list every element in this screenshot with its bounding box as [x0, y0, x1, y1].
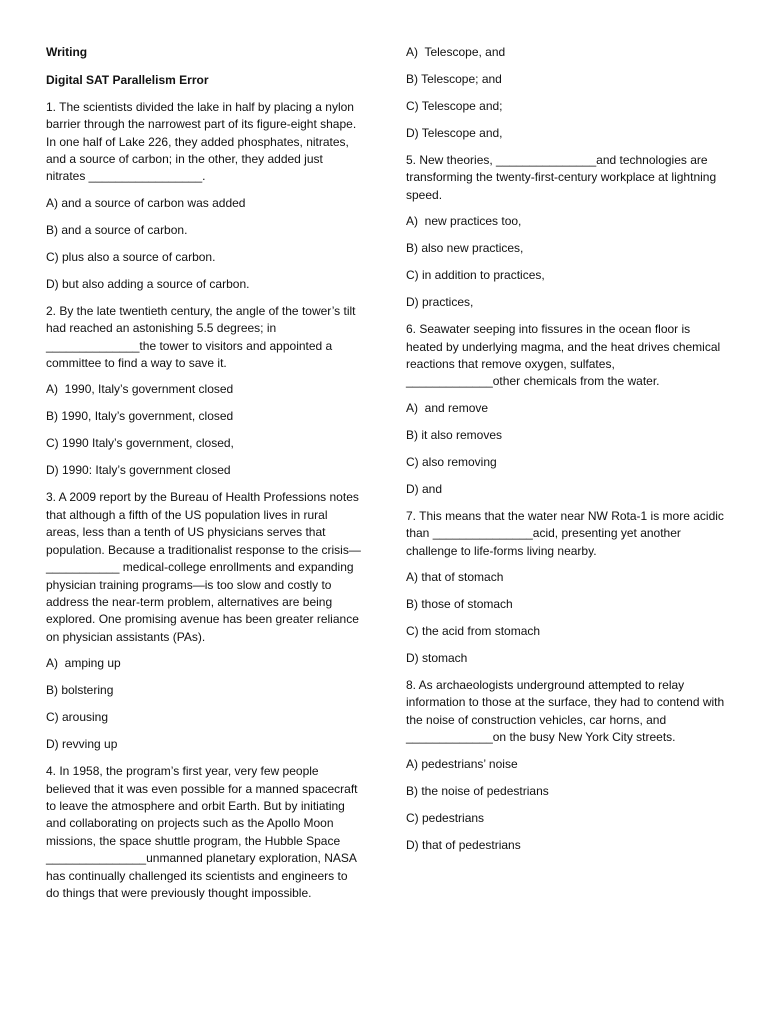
- question-3-option-b: B) bolstering: [46, 683, 114, 698]
- section-label: Writing: [46, 45, 88, 59]
- question-8-option-b: B) the noise of pedestrians: [406, 783, 549, 798]
- question-3-text: 3. A 2009 report by the Bureau of Health Professions notes that although a fifth of the US population lives in rural areas, less than a tenth of US physicians serves that population. Because a traditionalist response to the crisis— ___________ medical-college enrollments and expanding physician training programs—is too slow and costly to address the near-term problem, alternatives are being explored. One promising avenue has been greater reliance on physician assistants (PAs).: [46, 490, 361, 644]
- question-3-option-c: C) arousing: [46, 710, 109, 725]
- question-4-text: 4. In 1958, the program’s first year, very few people believed that it was even possible for a manned spacecraft to leave the atmosphere and orbit Earth. But by initiating and collaborating on projects such as the Apollo Moon missions, the space shuttle program, the Hubble Space _______________unmanned planetary exploration, NASA has continually challenged its scientists and engineers to do things that were previously thought impossible.: [46, 764, 358, 900]
- question-1-option-a: A) and a source of carbon was added: [46, 195, 246, 210]
- question-5-option-a: A) new practices too,: [406, 214, 522, 229]
- question-5-text: 5. New theories, _______________and technologies are transforming the twenty-first-century workplace at lightning speed.: [406, 153, 717, 202]
- question-8-option-a: A) pedestrians’ noise: [406, 756, 518, 771]
- question-5-option-d: D) practices,: [406, 295, 474, 310]
- question-3-option-a: A) amping up: [46, 656, 121, 671]
- question-1-text: 1. The scientists divided the lake in half by placing a nylon barrier through the narrowest part of its figure-eight shape. In one half of Lake 226, they added phosphates, nitrates, and a source of carbon; in the other, they added just nitrates _________________.: [46, 99, 357, 184]
- question-4-option-a: A) Telescope, and: [406, 45, 506, 59]
- question-6-option-c: C) also removing: [406, 454, 497, 469]
- question-7-option-d: D) stomach: [406, 651, 468, 666]
- question-7-option-c: C) the acid from stomach: [406, 624, 541, 639]
- question-8-text: 8. As archaeologists underground attempted to relay information to those at the surface, they had to contend with the noise of construction vehicles, car horns, and _____________on the busy New York City streets.: [406, 678, 725, 745]
- question-7-option-a: A) that of stomach: [406, 570, 504, 585]
- question-2-option-b: B) 1990, Italy’s government, closed: [46, 409, 234, 424]
- left-column: [46, 44, 362, 911]
- question-8-option-d: D) that of pedestrians: [406, 837, 521, 852]
- question-2-option-d: D) 1990: Italy’s government closed: [46, 463, 231, 478]
- question-6-text: 6. Seawater seeping into fissures in the ocean floor is heated by underlying magma, and the heat drives chemical reactions that remove oxygen, sulfates, _____________other chemicals from the water.: [406, 322, 721, 389]
- question-2-option-a: A) 1990, Italy’s government closed: [46, 382, 234, 397]
- question-6-option-b: B) it also removes: [406, 427, 503, 442]
- question-7-option-b: B) those of stomach: [406, 597, 513, 612]
- question-8-option-c: C) pedestrians: [406, 810, 485, 825]
- question-5-option-c: C) in addition to practices,: [406, 268, 545, 283]
- question-7-text: 7. This means that the water near NW Rota-1 is more acidic than _______________acid, presenting yet another challenge to life-forms living nearby.: [406, 508, 724, 558]
- question-2-text: 2. By the late twentieth century, the angle of the tower’s tilt had reached an astonishing 5.5 degrees; in ______________the tower to visitors and appointed a committee to find a way to save it.: [46, 303, 356, 371]
- question-6-option-a: A) and remove: [406, 400, 489, 415]
- question-1-option-c: C) plus also a source of carbon.: [46, 249, 216, 264]
- worksheet-title: Digital SAT Parallelism Error: [46, 73, 209, 88]
- question-4-option-d: D) Telescope and,: [406, 126, 503, 140]
- question-4-option-c: C) Telescope and;: [406, 99, 503, 113]
- question-1-option-b: B) and a source of carbon.: [46, 222, 188, 237]
- question-3-option-d: D) revving up: [46, 737, 118, 752]
- question-6-option-d: D) and: [406, 481, 443, 496]
- question-5-option-b: B) also new practices,: [406, 241, 524, 256]
- question-4-option-b: B) Telescope; and: [406, 72, 502, 86]
- question-2-option-c: C) 1990 Italy’s government, closed,: [46, 436, 234, 451]
- right-column: [406, 44, 726, 864]
- question-1-option-d: D) but also adding a source of carbon.: [46, 276, 250, 291]
